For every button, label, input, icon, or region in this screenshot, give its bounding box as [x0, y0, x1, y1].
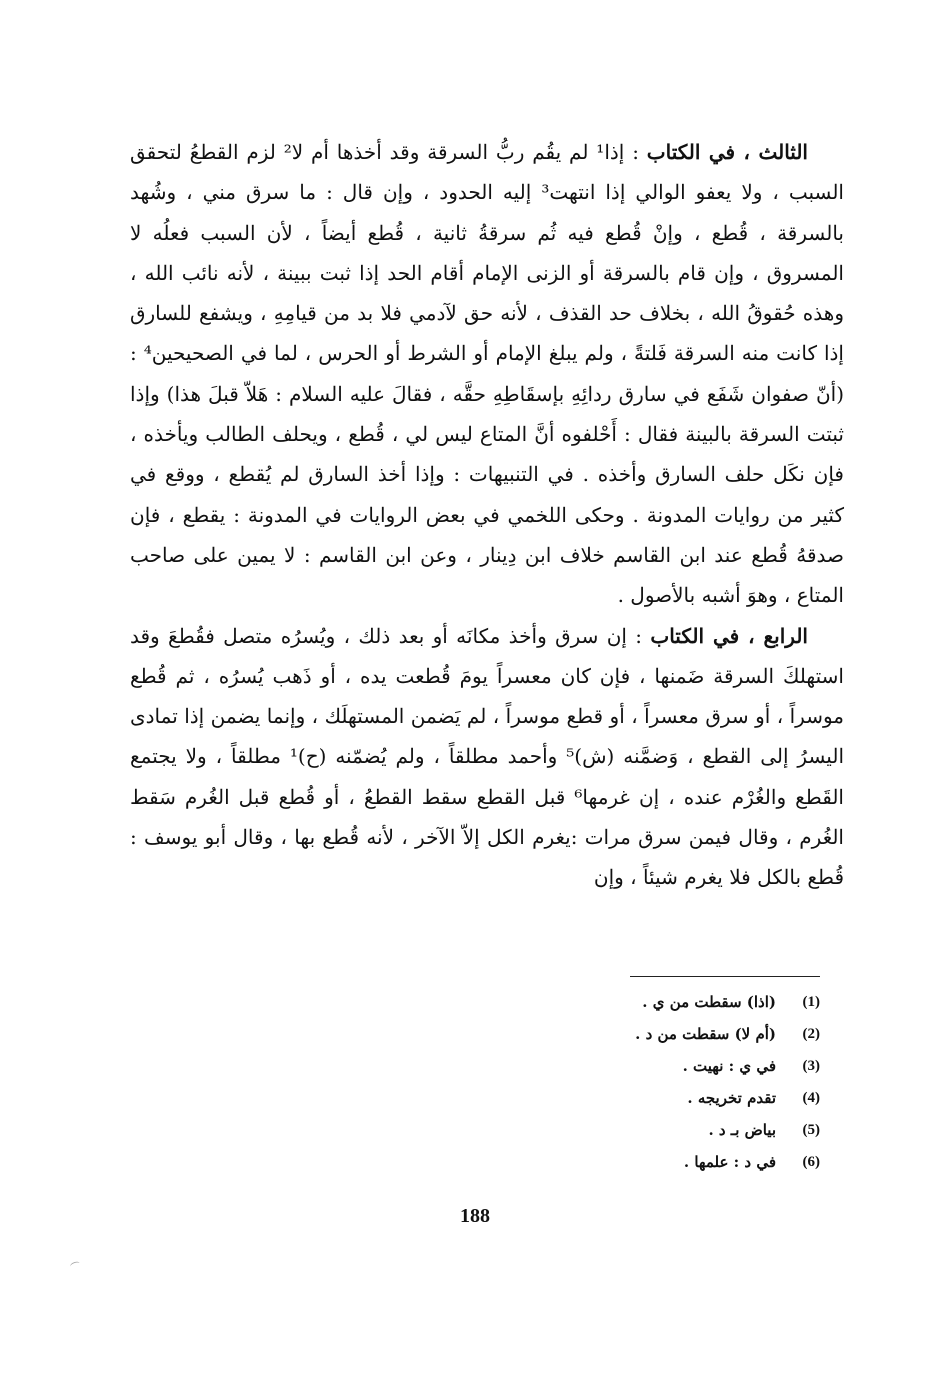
footnote-number: (6) [802, 1154, 820, 1170]
paragraph-heading: الثالث ، في الكتاب [646, 140, 808, 164]
footnote-number: (5) [802, 1122, 820, 1138]
paragraph-heading: الرابع ، في الكتاب [650, 623, 808, 648]
footnote-item [580, 1050, 820, 1082]
footnote-item [580, 1018, 820, 1050]
footnote-divider [630, 976, 820, 977]
footnote-list [580, 986, 820, 1178]
scan-speck [69, 1260, 80, 1269]
footnote-item [580, 1146, 820, 1178]
footnote-text: في ي : نهيت . [682, 1057, 776, 1075]
footnote-number: (2) [802, 1026, 820, 1042]
footnote-number: (3) [802, 1058, 820, 1074]
paragraph-body: : إن سرق وأخذ مكانَه أو بعد ذلك ، ويُسرُه متصل فقُطعَ وقد استهلكَ السرقة ضَمنها ، فإن كان معسراً يومَ قُطعت يده ، أو ذَهب يُسرُه ، ثم قُطع موسراً ، أو سرق معسراً ، أو قطع موسراً ، لم يَضمن المستهلَك ، وإنما يضمن إذا تمادى اليسرُ إلى القطع ، وَضمَّنه (ش)⁵ وأحمد مطلقاً ، ولم يُضمّنه (ح)¹ مطلقاً ، ولا يجتمع القَطع والغُرْم عنده ، إن غرمها⁶ قبل القطع سقط القطعُ ، أو قُطع قبل الغُرم سَقط الغُرم ، وقال فيمن سرق مرات :يغرم الكل إلاّ الآخر ، لأنه قُطع بها ، وقال أبو يوسف : قُطع بالكل فلا يغرم شيئاً ، وإن [130, 623, 844, 890]
main-text [130, 132, 844, 898]
footnotes [580, 986, 820, 1178]
footnote-text: تقدم تخريجه . [687, 1089, 776, 1107]
paragraph-body: : إذا¹ لم يقُم ربُّ السرقة وقد أخذها أم لا² لزم القطعُ لتحقق السبب ، ولا يعفو الوالي إذا انتهت³ إليه الحدود ، وإن قال : ما سرق مني ، وشُهد بالسرقة ، قُطع ، وإنْ قُطع فيه ثُم سرقةُ ثانية ، قُطع أيضاً ، لأن السبب فعلُه لا المسروق ، وإن قام بالسرقة أو الزنى الإمام أقام الحد إذا ثبت ببينة ، لأنه نائب الله ، وهذه حُقوقُ الله ، بخلاف حد القذف ، لأنه حق لآدمي فلا بد من قيامِهِ ، ويشفع للسارق إذا كانت منه السرقة فَلتةً ، ولم يبلغ الإمام أو الشرط أو الحرس ، لما في الصحيحين⁴ : (أنّ صفوان شَفَع في سارق ردائِهِ بإسقَاطِهِ حقَّه ، فقالَ عليه السلام : هَلاّ قبلَ هذا) وإذا ثبتت السرقة بالبينة فقال : أَحْلفوه أنَّ المتاع ليس لي ، قُطع ، ويحلف الطالب ويأخذه ، فإن نكَل حلف السارق وأخذه . في التنبيهات : وإذا أخذ السارق لم يُقطع ، ووقع في كثير من روايات المدونة . وحكى اللخمي في بعض الروايات في المدونة : يقطع ، فإن صدقهُ قُطع عند ابن القاسم خلاف ابن دِينار ، وعن ابن القاسم : لا يمين على صاحب المتاع ، وهوَ أشبه بالأصول . [130, 140, 844, 608]
footnote-text: (اذا) سقطت من ي . [642, 993, 776, 1011]
footnote-item [580, 1082, 820, 1114]
footnote-text: في د : علمها . [683, 1153, 776, 1171]
footnote-item [580, 986, 820, 1018]
footnote-text: بياض بـ د . [708, 1121, 776, 1139]
footnote-number: (4) [802, 1090, 820, 1106]
footnote-text: (أم لا) سقطت من د . [635, 1025, 776, 1043]
paragraph-fourth [130, 616, 844, 898]
paragraph-third [130, 132, 844, 616]
footnote-item [580, 1114, 820, 1146]
footnote-number: (1) [802, 994, 820, 1010]
page-number: 188 [460, 1205, 490, 1227]
